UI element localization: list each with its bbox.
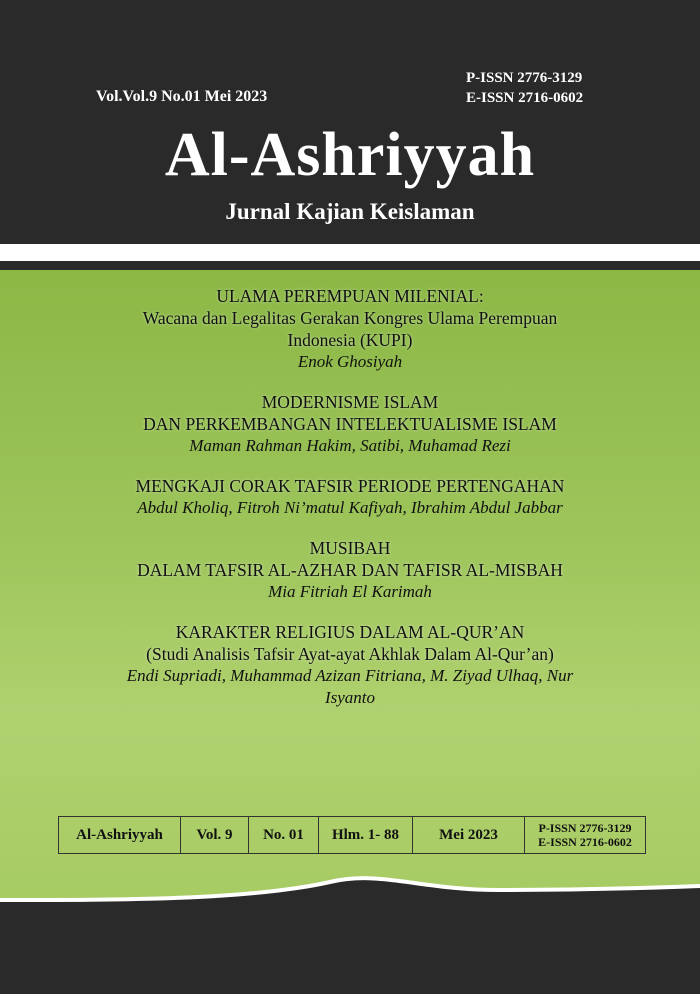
article-title-line: Wacana dan Legalitas Gerakan Kongres Ulama Perempuan (142, 308, 558, 328)
info-pages: Hlm. 1- 88 (319, 817, 413, 854)
article-list (0, 285, 700, 727)
e-issn: E-ISSN 2716-0602 (466, 90, 584, 106)
article-5 (0, 621, 700, 709)
cover-header (0, 0, 700, 244)
volume-line: Vol.Vol.9 No.01 Mei 2023 (96, 88, 268, 105)
article-title-line: ULAMA PEREMPUAN MILENIAL: (216, 286, 484, 306)
article-authors: Maman Rahman Hakim, Satibi, Muhamad Rezi (189, 436, 511, 455)
article-authors: Isyanto (324, 688, 376, 707)
article-title-line: MUSIBAH (309, 538, 391, 558)
info-row (59, 817, 646, 854)
info-number: No. 01 (249, 817, 319, 854)
article-2 (0, 391, 700, 457)
article-authors: Abdul Kholiq, Fitroh Ni’matul Kafiyah, Ibrahim Abdul Jabbar (137, 498, 563, 517)
article-title-line: KARAKTER RELIGIUS DALAM AL-QUR’AN (175, 622, 525, 642)
info-journal: Al-Ashriyyah (59, 817, 181, 854)
info-issn (525, 817, 646, 854)
bottom-wave (0, 860, 700, 994)
article-title-line: Indonesia (KUPI) (287, 330, 413, 350)
journal-title: Al-Ashriyyah (164, 121, 536, 189)
article-3 (0, 475, 700, 519)
info-volume: Vol. 9 (181, 817, 249, 854)
article-title-line: MODERNISME ISLAM (261, 392, 439, 412)
article-title-line: DAN PERKEMBANGAN INTELEKTUALISME ISLAM (143, 414, 557, 434)
info-e-issn: E-ISSN 2716-0602 (538, 835, 632, 849)
article-authors: Endi Supriadi, Muhammad Azizan Fitriana, M. Ziyad Ulhaq, Nur (126, 666, 574, 685)
article-title-line: (Studi Analisis Tafsir Ayat-ayat Akhlak Dalam Al-Qur’an) (146, 644, 554, 664)
article-authors: Enok Ghosiyah (297, 352, 403, 371)
white-stripe (0, 244, 700, 261)
article-title-line: DALAM TAFSIR AL-AZHAR DAN TAFISR AL-MISBAH (137, 560, 563, 580)
p-issn: P-ISSN 2776-3129 (466, 70, 583, 86)
article-authors: Mia Fitriah El Karimah (268, 582, 432, 601)
journal-subtitle: Jurnal Kajian Keislaman (225, 199, 475, 224)
article-4 (0, 537, 700, 603)
article-1 (0, 285, 700, 373)
info-p-issn: P-ISSN 2776-3129 (538, 821, 632, 835)
info-date: Mei 2023 (413, 817, 525, 854)
issn-block (466, 68, 583, 108)
info-table (58, 816, 646, 854)
article-title-line: MENGKAJI CORAK TAFSIR PERIODE PERTENGAHAN (135, 476, 565, 496)
